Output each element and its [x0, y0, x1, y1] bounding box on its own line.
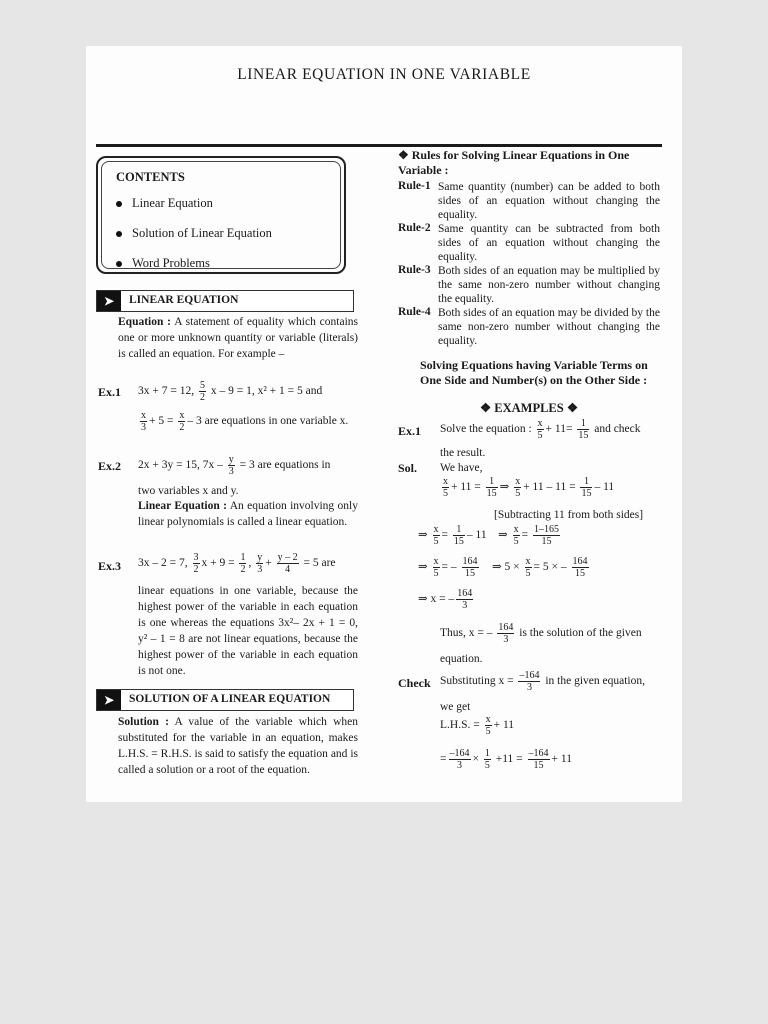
ex1-question: Solve the equation : $\frac{x}{5}$ + 11= $\frac{1}{15}$ and check [440, 418, 641, 441]
ex1-equations: 3x + 7 = 12, $\frac{5}{2}$ x – 9 = 1, x² + 1 = 5 and [138, 380, 323, 403]
lhs-expression: L.H.S. = $\frac{x}{5}$ + 11 [440, 714, 515, 737]
thus-statement-cont: equation. [440, 653, 483, 665]
document-page [86, 46, 682, 802]
lhs-substituted: = $\frac{-164}{3}$ × $\frac{1}{5}$ +11 = $\frac{-164}{15}$ + 11 [440, 748, 572, 771]
contents-box [96, 156, 346, 274]
example-label: Ex.2 [98, 459, 122, 473]
section-heading-linear-equation: ➤ LINEAR EQUATION [96, 290, 354, 312]
solution-step-3: ⇒ $\frac{x}{5}$ = – $\frac{164}{15}$ ⇒ 5 × $\frac{x}{5}$ = 5 × – $\frac{164}{15}$ [418, 556, 588, 579]
rules-heading: ❖ Rules for Solving Linear Equations in One Variable : [398, 148, 630, 177]
bullet-icon [116, 201, 122, 207]
arrow-right-icon: ➤ [97, 690, 121, 710]
linear-equation-definition: Linear Equation : An equation involving only linear polynomials is called a linear equation. [138, 500, 358, 528]
ex1-question-cont: the result. [440, 447, 486, 459]
thus-statement: Thus, x = – $\frac{164}{3}$ is the solution of the given [440, 622, 642, 645]
section-heading-solution: ➤ SOLUTION OF A LINEAR EQUATION [96, 689, 354, 711]
equation-definition: Equation : A statement of equality which contains one or more unknown quantity or variable (literals) is called an equation. For example – [118, 316, 358, 360]
rule-item: Rule-2 Same quantity can be subtracted from both sides of an equation without changing the equality. [398, 222, 660, 263]
examples-heading: ❖ EXAMPLES ❖ [479, 401, 579, 415]
rules-list [398, 180, 662, 348]
page-title: LINEAR EQUATION IN ONE VARIABLE [237, 66, 531, 83]
header-divider [96, 144, 662, 147]
solution-label: Sol. [398, 461, 418, 475]
example-label: Ex.1 [398, 424, 422, 438]
rule-item: Rule-1 Same quantity (number) can be added to both sides of an equation without changing the equality. [398, 180, 660, 221]
contents-item: Solution of Linear Equation [116, 226, 272, 241]
example-label: Ex.3 [98, 559, 122, 573]
check-statement: Substituting x = $\frac{-164}{3}$ in the given equation, [440, 670, 645, 693]
we-get-text: we get [440, 701, 471, 713]
rule-item: Rule-3 Both sides of an equation may be multiplied by the same non-zero number without changing the equality. [398, 264, 660, 305]
bullet-icon [116, 231, 122, 237]
solution-step-1: $\frac{x}{5}$ + 11 = $\frac{1}{15}$ ⇒ $\frac{x}{5}$ + 11 – 11 = $\frac{1}{15}$ – 11 [443, 476, 615, 499]
solution-definition: Solution : A value of the variable which when substituted for the variable in an equation, makes L.H.S. = R.H.S. is said to satisfy the equation and is called a solution or a root of the equation. [118, 716, 358, 776]
contents-item: Word Problems [116, 256, 210, 271]
ex3-equations: 3x – 2 = 7, $\frac{3}{2}$ x + 9 = $\frac{1}{2}$ , $\frac{y}{3}$ + $\frac{y - 2}{4}$ = 5 are [138, 552, 336, 575]
solution-step-4: ⇒ x = – $\frac{164}{3}$ [418, 588, 473, 611]
contents-item: Linear Equation [116, 196, 213, 211]
ex2-text: two variables x and y. [138, 485, 239, 497]
contents-heading: CONTENTS [116, 170, 185, 184]
arrow-right-icon: ➤ [97, 291, 121, 311]
example-label: Ex.1 [98, 385, 122, 399]
check-label: Check [398, 676, 431, 690]
rule-item: Rule-4 Both sides of an equation may be divided by the same non-zero number without changing the equality. [398, 306, 660, 347]
solving-heading: Solving Equations having Variable Terms on One Side and Number(s) on the Other Side : [420, 358, 648, 387]
solution-step-2: ⇒ $\frac{x}{5}$ = $\frac{1}{15}$ – 11 ⇒ $\frac{x}{5}$ = $\frac{1-165}{15}$ [418, 524, 559, 547]
ex1-equations-line2: $\frac{x}{3}$ + 5 = $\frac{x}{2}$ – 3 are equations in one variable x. [141, 410, 349, 433]
ex2-equations: 2x + 3y = 15, 7x – $\frac{y}{3}$ = 3 are equations in [138, 454, 331, 477]
we-have-text: We have, [440, 462, 483, 474]
subtracting-note: [Subtracting 11 from both sides] [494, 509, 644, 521]
bullet-icon [116, 261, 122, 267]
ex3-explanation: linear equations in one variable, because the highest power of the variable in each equation is one whereas the equations 3x²– 2x + 1 = 0, y² – 1 = 8 are not linear equations, because the highest power of the variable in each equation is not one. [138, 585, 358, 677]
